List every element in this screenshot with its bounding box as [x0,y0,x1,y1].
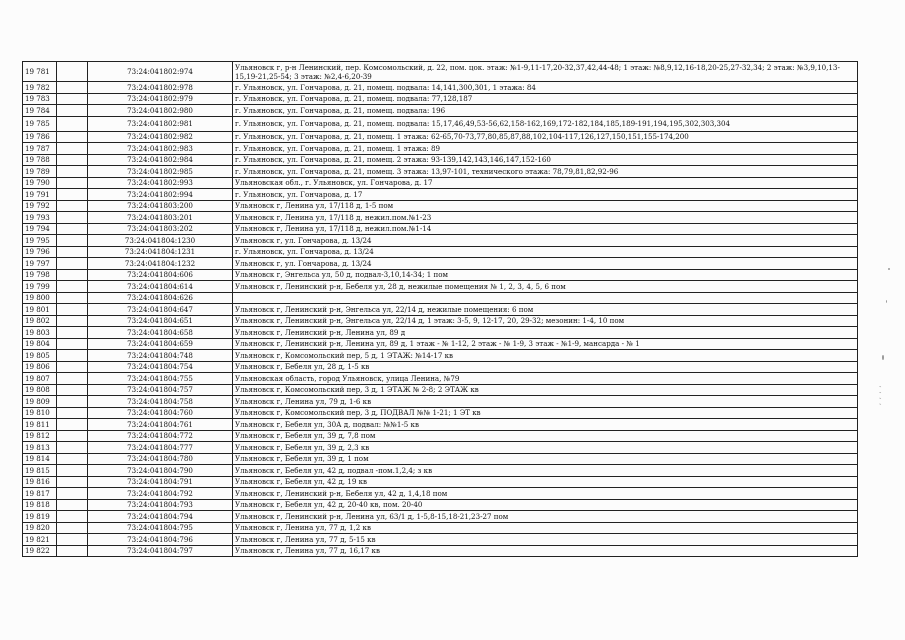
address: Ульяновск г, ул. Гончарова, д. 13/24 [233,235,858,247]
cadastral-number: 73:24:041802:994 [88,189,233,201]
row-number: 19 803 [23,327,57,339]
row-number: 19 807 [23,373,57,385]
cadastral-number: 73:24:041802:980 [88,105,233,117]
row-number: 19 800 [23,292,57,304]
row-number: 19 801 [23,304,57,316]
cadastral-number: 73:24:041804:1230 [88,235,233,247]
row-number: 19 818 [23,499,57,511]
empty-cell [57,269,88,281]
address: Ульяновск г, Ленинский р-н, Ленина ул, 89 д [233,327,858,339]
empty-cell [57,476,88,488]
table-row [23,105,858,117]
row-number: 19 791 [23,189,57,201]
address: г. Ульяновск, ул. Гончарова, д. 21, помещ. 1 этажа: 89 [233,143,858,155]
row-number: 19 808 [23,384,57,396]
cadastral-number: 73:24:041802:984 [88,154,233,166]
empty-cell [57,453,88,465]
table-row [23,430,858,442]
empty-cell [57,488,88,500]
empty-cell [57,384,88,396]
address: Ульяновск г, Ленина ул, 77 д, 5-15 кв [233,534,858,546]
table-row [23,522,858,534]
address: Ульяновск г, Ленина ул, 17/118 д, нежил.пом.№1-23 [233,212,858,224]
address: г. Ульяновск, ул. Гончарова, д. 21, помещ. подвала: 14,141,300,301, 1 этажа: 84 [233,82,858,94]
empty-cell [57,419,88,431]
cadastral-number: 73:24:041804:780 [88,453,233,465]
address: Ульяновск г, Комсомольский пер, 3 д, ПОДВАЛ №№ 1-21; 1 ЭТ кв [233,407,858,419]
cadastral-number: 73:24:041804:795 [88,522,233,534]
address: Ульяновск г, Ленина ул, 17/118 д, 1-5 пом [233,200,858,212]
table-row [23,93,858,105]
empty-cell [57,154,88,166]
address: г. Ульяновск, ул. Гончарова, д. 21, помещ. подвала: 77,128,187 [233,93,858,105]
address: Ульяновск г, Комсомольский пер, 5 д, 1 ЭТАЖ: №14-17 кв [233,350,858,362]
scan-speck [888,268,890,270]
table-row [23,442,858,454]
row-number: 19 805 [23,350,57,362]
empty-cell [57,223,88,235]
row-number: 19 814 [23,453,57,465]
cadastral-number: 73:24:041802:983 [88,143,233,155]
empty-cell [57,189,88,201]
address: Ульяновск г, Ленинский р-н, Ленина ул, 89 д, 1 этаж - № 1-12, 2 этаж - № 1-9, 3 этаж - №1-9, мансарда - № 1 [233,338,858,350]
empty-cell [57,281,88,293]
address: г. Ульяновск, ул. Гончарова, д. 21, помещ. подвала: 196 [233,105,858,117]
row-number: 19 797 [23,258,57,270]
table-row [23,545,858,557]
scan-speck [886,300,887,303]
table-row [23,189,858,201]
cadastral-number: 73:24:041804:772 [88,430,233,442]
empty-cell [57,396,88,408]
table-row [23,212,858,224]
empty-cell [57,82,88,94]
cadastral-number: 73:24:041804:758 [88,396,233,408]
table-row [23,453,858,465]
empty-cell [57,361,88,373]
row-number: 19 811 [23,419,57,431]
address: Ульяновская область, город Ульяновск, улица Ленина, №79 [233,373,858,385]
table-body [23,62,858,557]
empty-cell [57,177,88,189]
row-number: 19 817 [23,488,57,500]
cadastral-number: 73:24:041804:793 [88,499,233,511]
table-row [23,384,858,396]
cadastral-number: 73:24:041804:757 [88,384,233,396]
row-number: 19 795 [23,235,57,247]
row-number: 19 784 [23,105,57,117]
table-row [23,166,858,178]
table-row [23,396,858,408]
table-row [23,269,858,281]
address: г. Ульяновск, ул. Гончарова, д. 21, помещ. 3 этажа: 13,97-101, технического этажа: 78,79,81,82,92-96 [233,166,858,178]
table-row [23,361,858,373]
row-number: 19 785 [23,116,57,131]
row-number: 19 787 [23,143,57,155]
table-row [23,327,858,339]
margin-scribble: ‚ ‚ ‚ ‚ [875,384,882,405]
table-row [23,292,858,304]
cadastral-number: 73:24:041802:981 [88,116,233,131]
empty-cell [57,116,88,131]
address: г. Ульяновск, ул. Гончарова, д. 13/24 [233,246,858,258]
cadastral-register-table [22,61,858,557]
empty-cell [57,200,88,212]
empty-cell [57,430,88,442]
empty-cell [57,522,88,534]
table-row [23,315,858,327]
empty-cell [57,327,88,339]
table-row [23,154,858,166]
address: Ульяновск г, ул. Гончарова, д. 13/24 [233,258,858,270]
row-number: 19 786 [23,131,57,143]
row-number: 19 790 [23,177,57,189]
address: Ульяновск г, Бебеля ул, 39 д, 1 пом [233,453,858,465]
address: Ульяновск г, Ленина ул, 77 д, 16,17 кв [233,545,858,557]
empty-cell [57,246,88,258]
cadastral-number: 73:24:041804:1232 [88,258,233,270]
cadastral-number: 73:24:041804:754 [88,361,233,373]
row-number: 19 798 [23,269,57,281]
row-number: 19 796 [23,246,57,258]
table-row [23,465,858,477]
empty-cell [57,292,88,304]
empty-cell [57,534,88,546]
address: г. Ульяновск, ул. Гончарова, д. 21, помещ. подвала: 15,17,46,49,53-56,62,158-162,169,172-182,184,185,189-191,194,195,302,303,304 [233,116,858,131]
row-number: 19 822 [23,545,57,557]
row-number: 19 802 [23,315,57,327]
table-row [23,476,858,488]
address: г. Ульяновск, ул. Гончарова, д. 21, помещ. 1 этажа: 62-65,70-73,77,80,85,87,88,102,104-117,126,127,150,151,155-174,200 [233,131,858,143]
table-row [23,373,858,385]
table-row [23,534,858,546]
cadastral-number: 73:24:041804:606 [88,269,233,281]
address: Ульяновск г, Бебеля ул, 39 д, 7,8 пом [233,430,858,442]
cadastral-number: 73:24:041803:200 [88,200,233,212]
row-number: 19 812 [23,430,57,442]
empty-cell [57,465,88,477]
row-number: 19 792 [23,200,57,212]
address: Ульяновск г, Бебеля ул, 28 д, 1-5 кв [233,361,858,373]
empty-cell [57,131,88,143]
empty-cell [57,304,88,316]
table-row [23,177,858,189]
row-number: 19 789 [23,166,57,178]
address: г. Ульяновск, ул. Гончарова, д. 17 [233,189,858,201]
cadastral-number: 73:24:041804:614 [88,281,233,293]
row-number: 19 819 [23,511,57,523]
table-row [23,246,858,258]
address: г. Ульяновск, ул. Гончарова, д. 21, помещ. 2 этажа: 93-139,142,143,146,147,152-160 [233,154,858,166]
cadastral-number: 73:24:041804:794 [88,511,233,523]
row-number: 19 781 [23,62,57,82]
table-row [23,116,858,131]
empty-cell [57,235,88,247]
address [233,292,858,304]
cadastral-number: 73:24:041802:979 [88,93,233,105]
row-number: 19 783 [23,93,57,105]
row-number: 19 816 [23,476,57,488]
empty-cell [57,442,88,454]
address: Ульяновск г, Бебеля ул, 42 д, подвал -пом.1,2,4; з кв [233,465,858,477]
cadastral-number: 73:24:041804:659 [88,338,233,350]
table-row [23,304,858,316]
empty-cell [57,93,88,105]
row-number: 19 799 [23,281,57,293]
empty-cell [57,350,88,362]
table-row [23,350,858,362]
table-row [23,338,858,350]
address: Ульяновск г, Ленинский р-н, Бебеля ул, 42 д, 1,4,18 пом [233,488,858,500]
address: Ульяновск г, Бебеля ул, 39 д, 2,3 кв [233,442,858,454]
empty-cell [57,511,88,523]
row-number: 19 821 [23,534,57,546]
address: Ульяновск г, Ленина ул, 77 д, 1,2 кв [233,522,858,534]
cadastral-number: 73:24:041804:791 [88,476,233,488]
address: Ульяновск г, Ленинский р-н, Энгельса ул, 22/14 д, нежилые помещения: 6 пом [233,304,858,316]
empty-cell [57,373,88,385]
empty-cell [57,407,88,419]
row-number: 19 788 [23,154,57,166]
table-row [23,200,858,212]
row-number: 19 820 [23,522,57,534]
table-row [23,281,858,293]
empty-cell [57,166,88,178]
table-row [23,488,858,500]
cadastral-number: 73:24:041802:974 [88,62,233,82]
table-row [23,235,858,247]
row-number: 19 806 [23,361,57,373]
cadastral-number: 73:24:041802:978 [88,82,233,94]
cadastral-number: 73:24:041804:796 [88,534,233,546]
cadastral-number: 73:24:041802:982 [88,131,233,143]
table-row [23,62,858,82]
row-number: 19 804 [23,338,57,350]
scan-speck [882,355,884,360]
cadastral-number: 73:24:041804:626 [88,292,233,304]
cadastral-number: 73:24:041802:993 [88,177,233,189]
address: Ульяновск г, Энгельса ул, 50 д, подвал-3,10,14-34; 1 пом [233,269,858,281]
empty-cell [57,212,88,224]
cadastral-number: 73:24:041804:755 [88,373,233,385]
empty-cell [57,143,88,155]
row-number: 19 782 [23,82,57,94]
empty-cell [57,105,88,117]
cadastral-number: 73:24:041803:202 [88,223,233,235]
table-row [23,143,858,155]
address: Ульяновск г, Ленинский р-н, Бебеля ул, 28 д, нежилые помещения № 1, 2, 3, 4, 5, 6 пом [233,281,858,293]
cadastral-number: 73:24:041804:797 [88,545,233,557]
table-row [23,82,858,94]
cadastral-number: 73:24:041804:777 [88,442,233,454]
cadastral-number: 73:24:041803:201 [88,212,233,224]
address: Ульяновская обл., г. Ульяновск, ул. Гончарова, д. 17 [233,177,858,189]
table-row [23,499,858,511]
cadastral-number: 73:24:041804:748 [88,350,233,362]
cadastral-number: 73:24:041802:985 [88,166,233,178]
table-row [23,407,858,419]
address: Ульяновск г, Ленина ул, 17/118 д, нежил.пом.№1-14 [233,223,858,235]
cadastral-number: 73:24:041804:760 [88,407,233,419]
empty-cell [57,315,88,327]
row-number: 19 793 [23,212,57,224]
empty-cell [57,545,88,557]
table-row [23,419,858,431]
cadastral-number: 73:24:041804:658 [88,327,233,339]
address: Ульяновск г, Ленина ул, 79 д, 1-6 кв [233,396,858,408]
empty-cell [57,499,88,511]
table-row [23,223,858,235]
address: Ульяновск г, Бебеля ул, 42 д, 19 кв [233,476,858,488]
row-number: 19 809 [23,396,57,408]
row-number: 19 794 [23,223,57,235]
address: Ульяновск г, Бебеля ул, 42 д, 20-40 кв, пом. 20-40 [233,499,858,511]
cadastral-number: 73:24:041804:647 [88,304,233,316]
table-row [23,131,858,143]
cadastral-number: 73:24:041804:1231 [88,246,233,258]
empty-cell [57,62,88,82]
table-row [23,511,858,523]
address: Ульяновск г, Ленинский р-н, Ленина ул, 63/1 д, 1-5,8-15,18-21,23-27 пом [233,511,858,523]
table-row [23,258,858,270]
address: Ульяновск г, Комсомольский пер, 3 д, 1 ЭТАЖ № 2-8; 2 ЭТАЖ кв [233,384,858,396]
address: Ульяновск г, р-н Ленинский, пер. Комсомольский, д. 22, пом. цок. этаж: №1-9,11-17,20-32,37,42,44-48; 1 этаж: №8,9,12,16-18,20-25,27-32,34; 2 этаж: №3,9,10,13-15,19-21,25-54; 3 этаж: №2,4-6,20-39 [233,62,858,82]
cadastral-number: 73:24:041804:792 [88,488,233,500]
row-number: 19 813 [23,442,57,454]
cadastral-number: 73:24:041804:651 [88,315,233,327]
address: Ульяновск г, Бебеля ул, 30А д, подвал: №№1-5 кв [233,419,858,431]
empty-cell [57,258,88,270]
row-number: 19 810 [23,407,57,419]
address: Ульяновск г, Ленинский р-н, Энгельса ул, 22/14 д, 1 этаж: 3-5, 9, 12-17, 20, 29-32; мезонин: 1-4, 10 пом [233,315,858,327]
cadastral-number: 73:24:041804:761 [88,419,233,431]
row-number: 19 815 [23,465,57,477]
cadastral-number: 73:24:041804:790 [88,465,233,477]
empty-cell [57,338,88,350]
